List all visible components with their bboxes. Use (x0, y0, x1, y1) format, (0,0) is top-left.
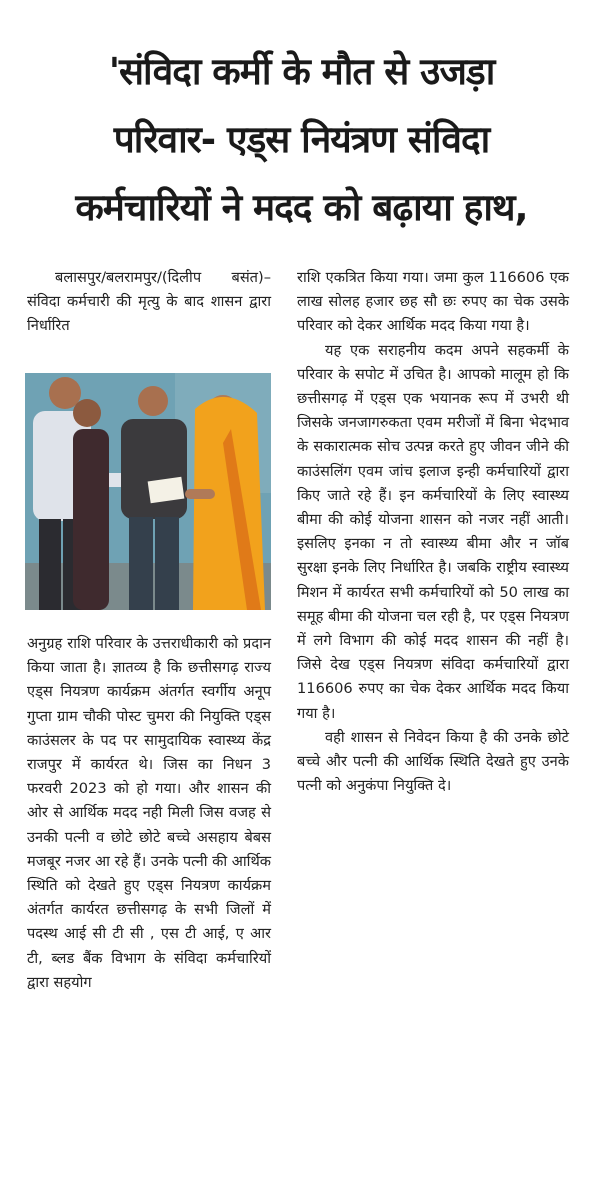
article-paragraph: वही शासन से निवेदन किया है की उनके छोटे बच्चे और पत्नी की आर्थिक स्थिति देखते हुए उनके पत्नी को अनुकंपा नियुक्ति दे। (297, 728, 569, 795)
article-column-left-bottom (27, 632, 271, 995)
article-paragraph: राशि एकत्रित किया गया। जमा कुल 116606 एक लाख सोलह हजार छह सौ छः रुपए का चेक उसके परिवार को देकर आर्थिक मदद किया गया है। (297, 269, 569, 335)
news-photo (25, 373, 271, 610)
headline-line-3: कर्मचारियों ने मदद को बढ़ाया हाथ, (75, 186, 528, 229)
article-column-left-top (27, 266, 271, 339)
cheque-handover-photo (25, 373, 271, 610)
article-paragraph: बलासपुर/बलरामपुर/(दिलीप बसंत)– संविदा कर्मचारी की मृत्यु के बाद शासन द्वारा निर्धारित (27, 269, 271, 335)
person-middle-head (138, 386, 168, 416)
article-column-right (297, 266, 569, 798)
article-paragraph: यह एक सराहनीय कदम अपने सहकर्मी के परिवार के सपोट में उचित है। आपको मालूम हो कि छत्तीसगढ़ में एड्स एक भयानक रूप में उभरी थी जिसके जनजागरुकता एवम मरीजों में बिना भेदभाव के सकारात्मक सोच उत्पन्न करते हुए जीवन जीने की काउंसलिंग एवम जांच इलाज इन्ही कर्मचारियों द्वारा किए जाते रहे हैं। इन कर्मचारियों के लिए स्वास्थ्य बीमा की कोई योजना शासन को नजर नहीं आती। इसलिए इनका न तो स्वास्थ्य बीमा और न जॉब सुरक्षा इनके लिए निर्धारित है। जबकि राष्ट्रीय स्वास्थ्य मिशन में कार्यरत सभी कर्मचारियों को 50 लाख का समूह बीमा की योजना चल रही है, पर एड्स नियत्रण में लगे विभाग की कोई मदद शासन की नहीं है। जिसे देख एड्स नियत्रण संविदा कर्मचारियों द्वारा 116606 रुपए का चेक देकर आर्थिक मदद किया गया है। (297, 341, 569, 722)
headline-line-1: 'संविदा कर्मी के मौत से उजड़ा (108, 50, 495, 93)
cheque (148, 477, 185, 504)
headline (0, 38, 603, 242)
article-paragraph: अनुग्रह राशि परिवार के उत्तराधीकारी को प्रदान किया जाता है। ज्ञातव्य है कि छत्तीसगढ़ राज्य एड्स नियत्रण कार्यक्रम अंतर्गत स्वर्गीय अनूप गुप्ता ग्राम चौकी पोस्ट चुमरा की नियुक्ति एड्स काउंसलर के पद पर सामुदायिक स्वास्थ्य केंद्र राजपुर में कार्यरत थे। जिस का निधन 3 फरवरी 2023 को हो गया। और शासन की ओर से आर्थिक मदद नही मिली जिस वजह से उनकी पत्नी व छोटे छोटे बच्चे असहाय बेबस मजबूर नजर आ रहे हैं। उनके पत्नी की आर्थिक स्थिति को देखते हुए एड्स नियत्रण कार्यक्रम अंतर्गत कार्यरत छत्तीसगढ़ के सभी जिलों में पदस्थ आई सी टी सी , एस टी आई, ए आर टी, ब्लड बैंक विभाग के संविदा कर्मचारियों द्वारा सहयोग (27, 635, 271, 991)
headline-line-2: परिवार- एड्स नियंत्रण संविदा (113, 118, 490, 161)
person-middle-shirt (121, 419, 187, 519)
